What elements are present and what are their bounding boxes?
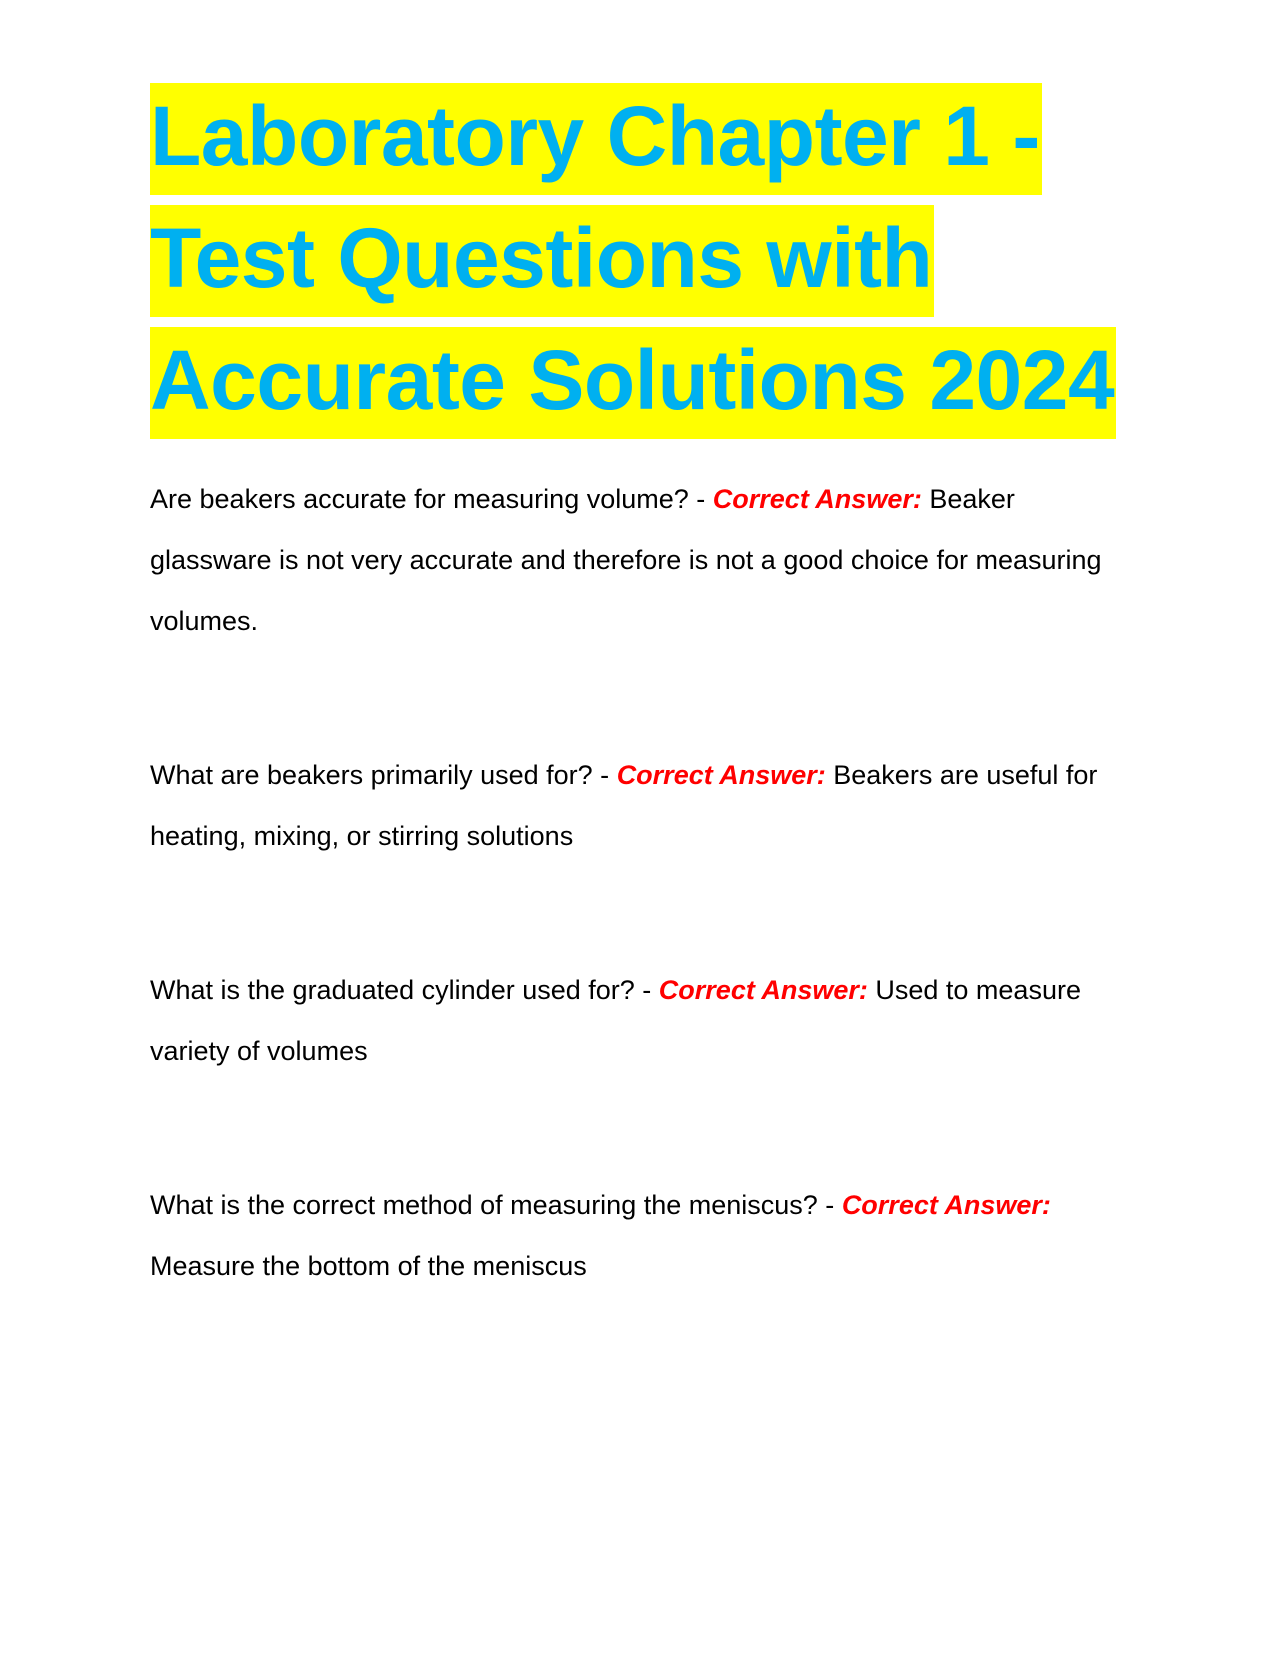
- question-text: What is the correct method of measuring the meniscus? -: [150, 1190, 835, 1220]
- document-title-text: Laboratory Chapter 1 - Test Questions with Accurate Solutions 2024: [150, 83, 1116, 439]
- answer-text: Measure the bottom of the meniscus: [150, 1251, 587, 1281]
- qa-item-1: [150, 469, 1130, 652]
- answer-text: Used to measure variety of volumes: [150, 975, 1081, 1066]
- question-text: What are beakers primarily used for? -: [150, 760, 610, 790]
- correct-answer-label: Correct Answer:: [658, 975, 868, 1005]
- correct-answer-label: Correct Answer:: [616, 760, 826, 790]
- answer-text: Beakers are useful for heating, mixing, or stirring solutions: [150, 760, 1098, 851]
- question-text: Are beakers accurate for measuring volume? -: [150, 484, 706, 514]
- qa-item-2: [150, 745, 1130, 867]
- answer-text: Beaker glassware is not very accurate and therefore is not a good choice for measuring volumes.: [150, 484, 1102, 636]
- correct-answer-label: Correct Answer:: [712, 484, 922, 514]
- document-title: [150, 75, 1130, 441]
- question-text: What is the graduated cylinder used for? -: [150, 975, 652, 1005]
- qa-item-3: [150, 960, 1130, 1082]
- qa-item-4: [150, 1175, 1130, 1297]
- correct-answer-label: Correct Answer:: [841, 1190, 1051, 1220]
- document-page: [150, 75, 1130, 1297]
